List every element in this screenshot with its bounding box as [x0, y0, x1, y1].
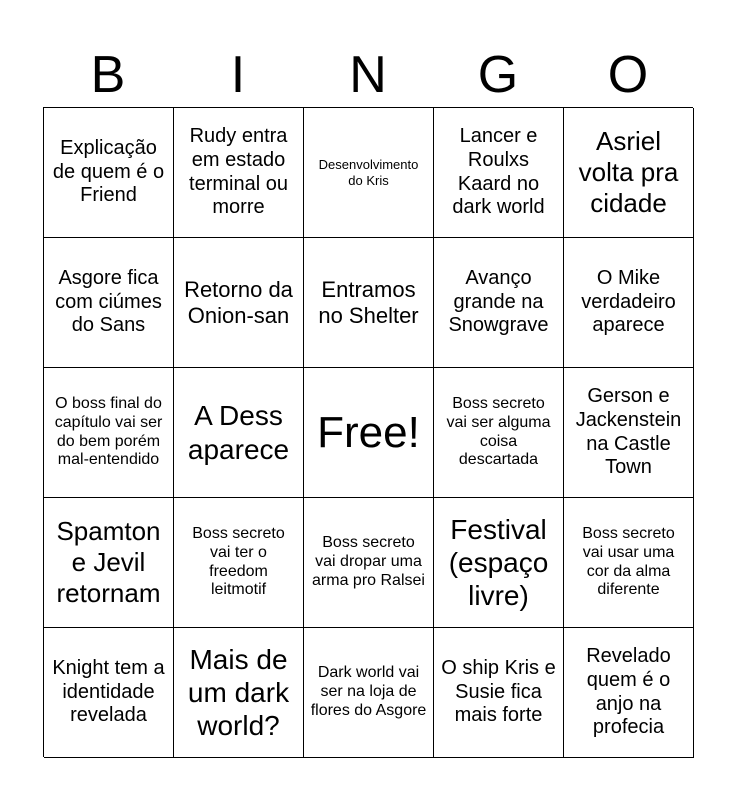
bingo-cell[interactable]: Boss secreto vai dropar uma arma pro Ralsei [304, 498, 434, 628]
bingo-cell[interactable]: Entramos no Shelter [304, 238, 434, 368]
bingo-board [43, 107, 693, 757]
bingo-cell[interactable]: Gerson e Jackenstein na Castle Town [564, 368, 694, 498]
bingo-cell[interactable]: O ship Kris e Susie fica mais forte [434, 628, 564, 758]
header-letter-n: N [349, 46, 387, 104]
bingo-cell[interactable]: A Dess aparece [174, 368, 304, 498]
bingo-cell[interactable]: Lancer e Roulxs Kaard no dark world [434, 108, 564, 238]
bingo-cell[interactable]: Boss secreto vai ser alguma coisa descartada [434, 368, 564, 498]
header-letter-o: O [607, 46, 649, 104]
bingo-cell[interactable]: Rudy entra em estado terminal ou morre [174, 108, 304, 238]
bingo-cell[interactable]: Knight tem a identidade revelada [44, 628, 174, 758]
bingo-cell[interactable]: Dark world vai ser na loja de flores do Asgore [304, 628, 434, 758]
bingo-cell[interactable]: O boss final do capítulo vai ser do bem porém mal-entendido [44, 368, 174, 498]
bingo-cell[interactable]: Spamton e Jevil retornam [44, 498, 174, 628]
bingo-cell[interactable]: Desenvolvimento do Kris [304, 108, 434, 238]
bingo-cell[interactable]: Boss secreto vai ter o freedom leitmotif [174, 498, 304, 628]
header-letter-i: I [230, 46, 246, 104]
bingo-cell[interactable]: Boss secreto vai usar uma cor da alma diferente [564, 498, 694, 628]
header-letter-g: G [477, 46, 519, 104]
free-space[interactable]: Free! [304, 368, 434, 498]
bingo-cell[interactable]: Asgore fica com ciúmes do Sans [44, 238, 174, 368]
bingo-cell[interactable]: Asriel volta pra cidade [564, 108, 694, 238]
bingo-cell[interactable]: Retorno da Onion-san [174, 238, 304, 368]
bingo-header [43, 44, 693, 106]
header-letter-b: B [90, 46, 126, 104]
bingo-cell[interactable]: O Mike verdadeiro aparece [564, 238, 694, 368]
bingo-cell[interactable]: Avanço grande na Snowgrave [434, 238, 564, 368]
bingo-cell[interactable]: Explicação de quem é o Friend [44, 108, 174, 238]
bingo-cell[interactable]: Mais de um dark world? [174, 628, 304, 758]
bingo-cell[interactable]: Revelado quem é o anjo na profecia [564, 628, 694, 758]
bingo-cell[interactable]: Festival (espaço livre) [434, 498, 564, 628]
